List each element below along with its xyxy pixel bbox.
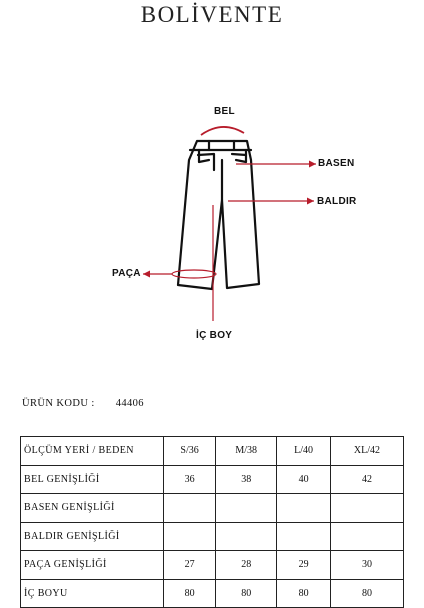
header-cell: ÖLÇÜM YERİ / BEDEN <box>21 437 164 466</box>
size-table-header-row <box>21 437 404 466</box>
row-label: İÇ BOYU <box>21 579 164 608</box>
pants-outline <box>178 141 259 289</box>
label-thigh: BALDIR <box>317 196 357 207</box>
header-cell: XL/42 <box>330 437 403 466</box>
table-cell <box>216 494 277 523</box>
brand-logo: BOLİVENTE <box>140 2 284 27</box>
table-cell: 27 <box>164 551 216 580</box>
table-cell: 80 <box>216 579 277 608</box>
table-cell: 80 <box>330 579 403 608</box>
table-cell: 38 <box>216 465 277 494</box>
header-cell: L/40 <box>277 437 331 466</box>
label-hem: PAÇA <box>112 268 141 279</box>
table-row <box>21 494 404 523</box>
table-cell: 30 <box>330 551 403 580</box>
table-cell <box>277 494 331 523</box>
row-label: BASEN GENİŞLİĞİ <box>21 494 164 523</box>
table-row <box>21 579 404 608</box>
table-cell: 36 <box>164 465 216 494</box>
row-label: BALDIR GENİŞLİĞİ <box>21 522 164 551</box>
table-row <box>21 522 404 551</box>
table-cell <box>164 494 216 523</box>
table-cell: 28 <box>216 551 277 580</box>
pants-illustration <box>0 95 424 355</box>
table-cell: 80 <box>164 579 216 608</box>
header-cell: S/36 <box>164 437 216 466</box>
table-cell <box>216 522 277 551</box>
label-inseam: İÇ BOY <box>196 330 233 341</box>
table-cell: 40 <box>277 465 331 494</box>
label-hip: BASEN <box>318 158 355 169</box>
product-code-label: ÜRÜN KODU : <box>22 398 95 409</box>
table-cell: 80 <box>277 579 331 608</box>
measurement-lines <box>143 127 316 321</box>
table-cell: 42 <box>330 465 403 494</box>
product-code <box>22 398 144 409</box>
table-cell <box>330 522 403 551</box>
row-label: BEL GENİŞLİĞİ <box>21 465 164 494</box>
label-waist: BEL <box>214 106 235 117</box>
table-cell <box>164 522 216 551</box>
size-table <box>20 436 404 608</box>
pants-measurement-diagram <box>0 95 424 355</box>
product-code-value: 44406 <box>115 398 144 409</box>
table-row <box>21 551 404 580</box>
table-cell: 29 <box>277 551 331 580</box>
header-cell: M/38 <box>216 437 277 466</box>
waist-arc <box>201 127 244 135</box>
table-cell <box>330 494 403 523</box>
table-cell <box>277 522 331 551</box>
row-label: PAÇA GENİŞLİĞİ <box>21 551 164 580</box>
table-row <box>21 465 404 494</box>
